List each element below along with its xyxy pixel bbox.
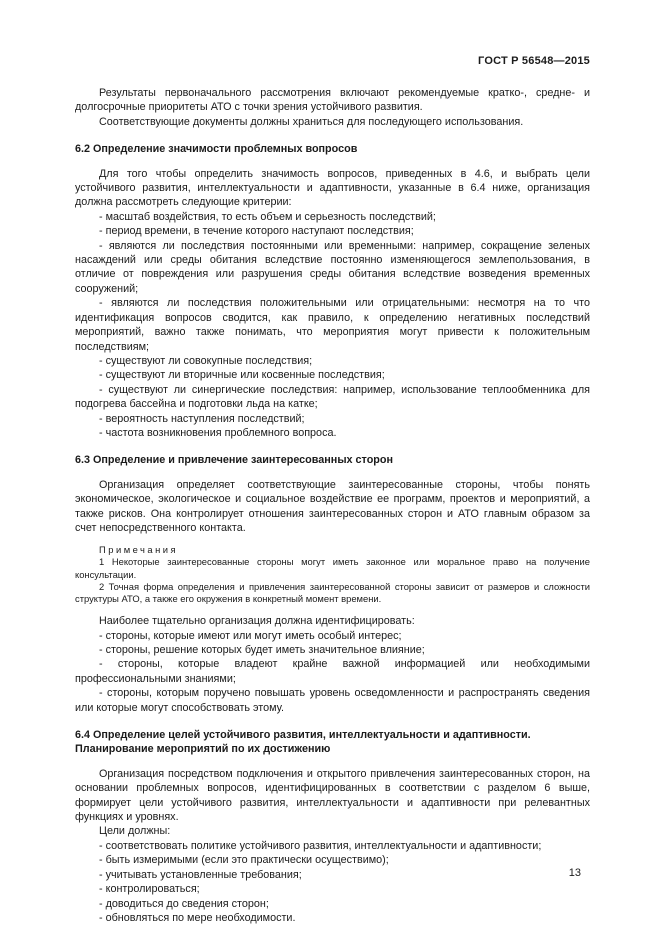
list-item: - учитывать установленные требования; xyxy=(99,868,302,881)
paragraph: Наиболее тщательно организация должна идентифицировать: xyxy=(99,615,415,628)
section-heading: 6.2 Определение значимости проблемных вопросов xyxy=(75,143,358,156)
paragraph: Цели должны: xyxy=(99,825,171,838)
list-item: - доводиться до сведения сторон; xyxy=(99,897,269,910)
document-content xyxy=(75,86,590,925)
list-item: - масштаб воздействия, то есть объем и серьезность последствий; xyxy=(99,210,436,223)
list-item: - частота возникновения проблемного вопроса. xyxy=(99,426,337,439)
list-item: - являются ли последствия положительными или отрицательными: несмотря на то что идентификация вопросов сводится, как правило, к определению негативных последствий мероприятий, важно также понимать, что мероприятия могут привести к положительным последствиям; xyxy=(75,297,590,353)
paragraph: Результаты первоначального рассмотрения включают рекомендуемые кратко-, средне- и долгосрочные приоритеты АТО с точки зрения устойчивого развития. xyxy=(75,87,590,114)
doc-number: ГОСТ Р 56548—2015 xyxy=(478,55,590,67)
paragraph: Организация посредством подключения и открытого привлечения заинтересованных сторон, на основании проблемных вопросов, идентифицированных в соответствии с разделом 6 выше, формирует цели устойчивого развития, интеллектуальности и адаптивности при релевантных функциях и уровнях. xyxy=(75,767,590,824)
paragraph: Соответствующие документы должны храниться для последующего использования. xyxy=(99,115,524,128)
section-heading: 6.3 Определение и привлечение заинтересованных сторон xyxy=(75,454,394,467)
list-item: - являются ли последствия постоянными или временными: например, сокращение зеленых насаждений или среды обитания вследствие постоянно изменяющегося землепользования, в отличие от повреждения или разрушения среды обитания вследствие возведения временных сооружений; xyxy=(75,239,590,295)
list-item: - вероятность наступления последствий; xyxy=(99,412,305,425)
list-item: - стороны, которым поручено повышать уровень осведомленности и распространять сведения или которые могут способствовать этому. xyxy=(75,687,590,714)
list-item: - стороны, которые имеют или могут иметь особый интерес; xyxy=(99,629,402,642)
list-item: - стороны, которые владеют крайне важной информацией или необходимыми профессиональными знаниями; xyxy=(75,658,590,685)
note-text: 1 Некоторые заинтересованные стороны могут иметь законное или моральное право на получение консультации. xyxy=(75,556,590,580)
list-item: - существуют ли совокупные последствия; xyxy=(99,354,313,367)
list-item: - соответствовать политике устойчивого развития, интеллектуальности и адаптивности; xyxy=(99,839,542,852)
paragraph: Для того чтобы определить значимость вопросов, приведенных в 4.6, и выбрать цели устойчивого развития, интеллектуальности и адаптивности, указанные в 6.4 ниже, организация должна рассмотреть следующие критерии: xyxy=(75,167,590,209)
list-item: - существуют ли вторичные или косвенные последствия; xyxy=(99,369,385,382)
paragraph: Организация определяет соответствующие заинтересованные стороны, чтобы понять экономическое, экологическое и социальное воздействие ее программ, проектов и мероприятий, а также рисков. Она контролирует отношения заинтересованных сторон и АТО главным образом за счет непосредственного контакта. xyxy=(75,478,590,534)
list-item: - быть измеримыми (если это практически осуществимо); xyxy=(99,854,389,867)
list-item: - период времени, в течение которого наступают последствия; xyxy=(99,225,414,238)
notes-label: Примечания xyxy=(99,544,179,556)
list-item: - существуют ли синергические последствия: например, использование теплообменника для подогрева бассейна и подготовки льда на катке; xyxy=(75,383,590,411)
list-item: - контролироваться; xyxy=(99,883,200,896)
page-number: 13 xyxy=(568,867,581,879)
list-item: - стороны, решение которых будет иметь значительное влияние; xyxy=(99,644,425,656)
note-text: 2 Точная форма определения и привлечения заинтересованной стороны зависит от размеров и сложности структуры АТО, а также его окружения в конкретный момент времени. xyxy=(75,580,590,604)
list-item: - обновляться по мере необходимости. xyxy=(99,911,296,924)
section-heading: 6.4 Определение целей устойчивого развития, интеллектуальности и адаптивности. Планирование мероприятий по их достижению xyxy=(75,729,531,756)
